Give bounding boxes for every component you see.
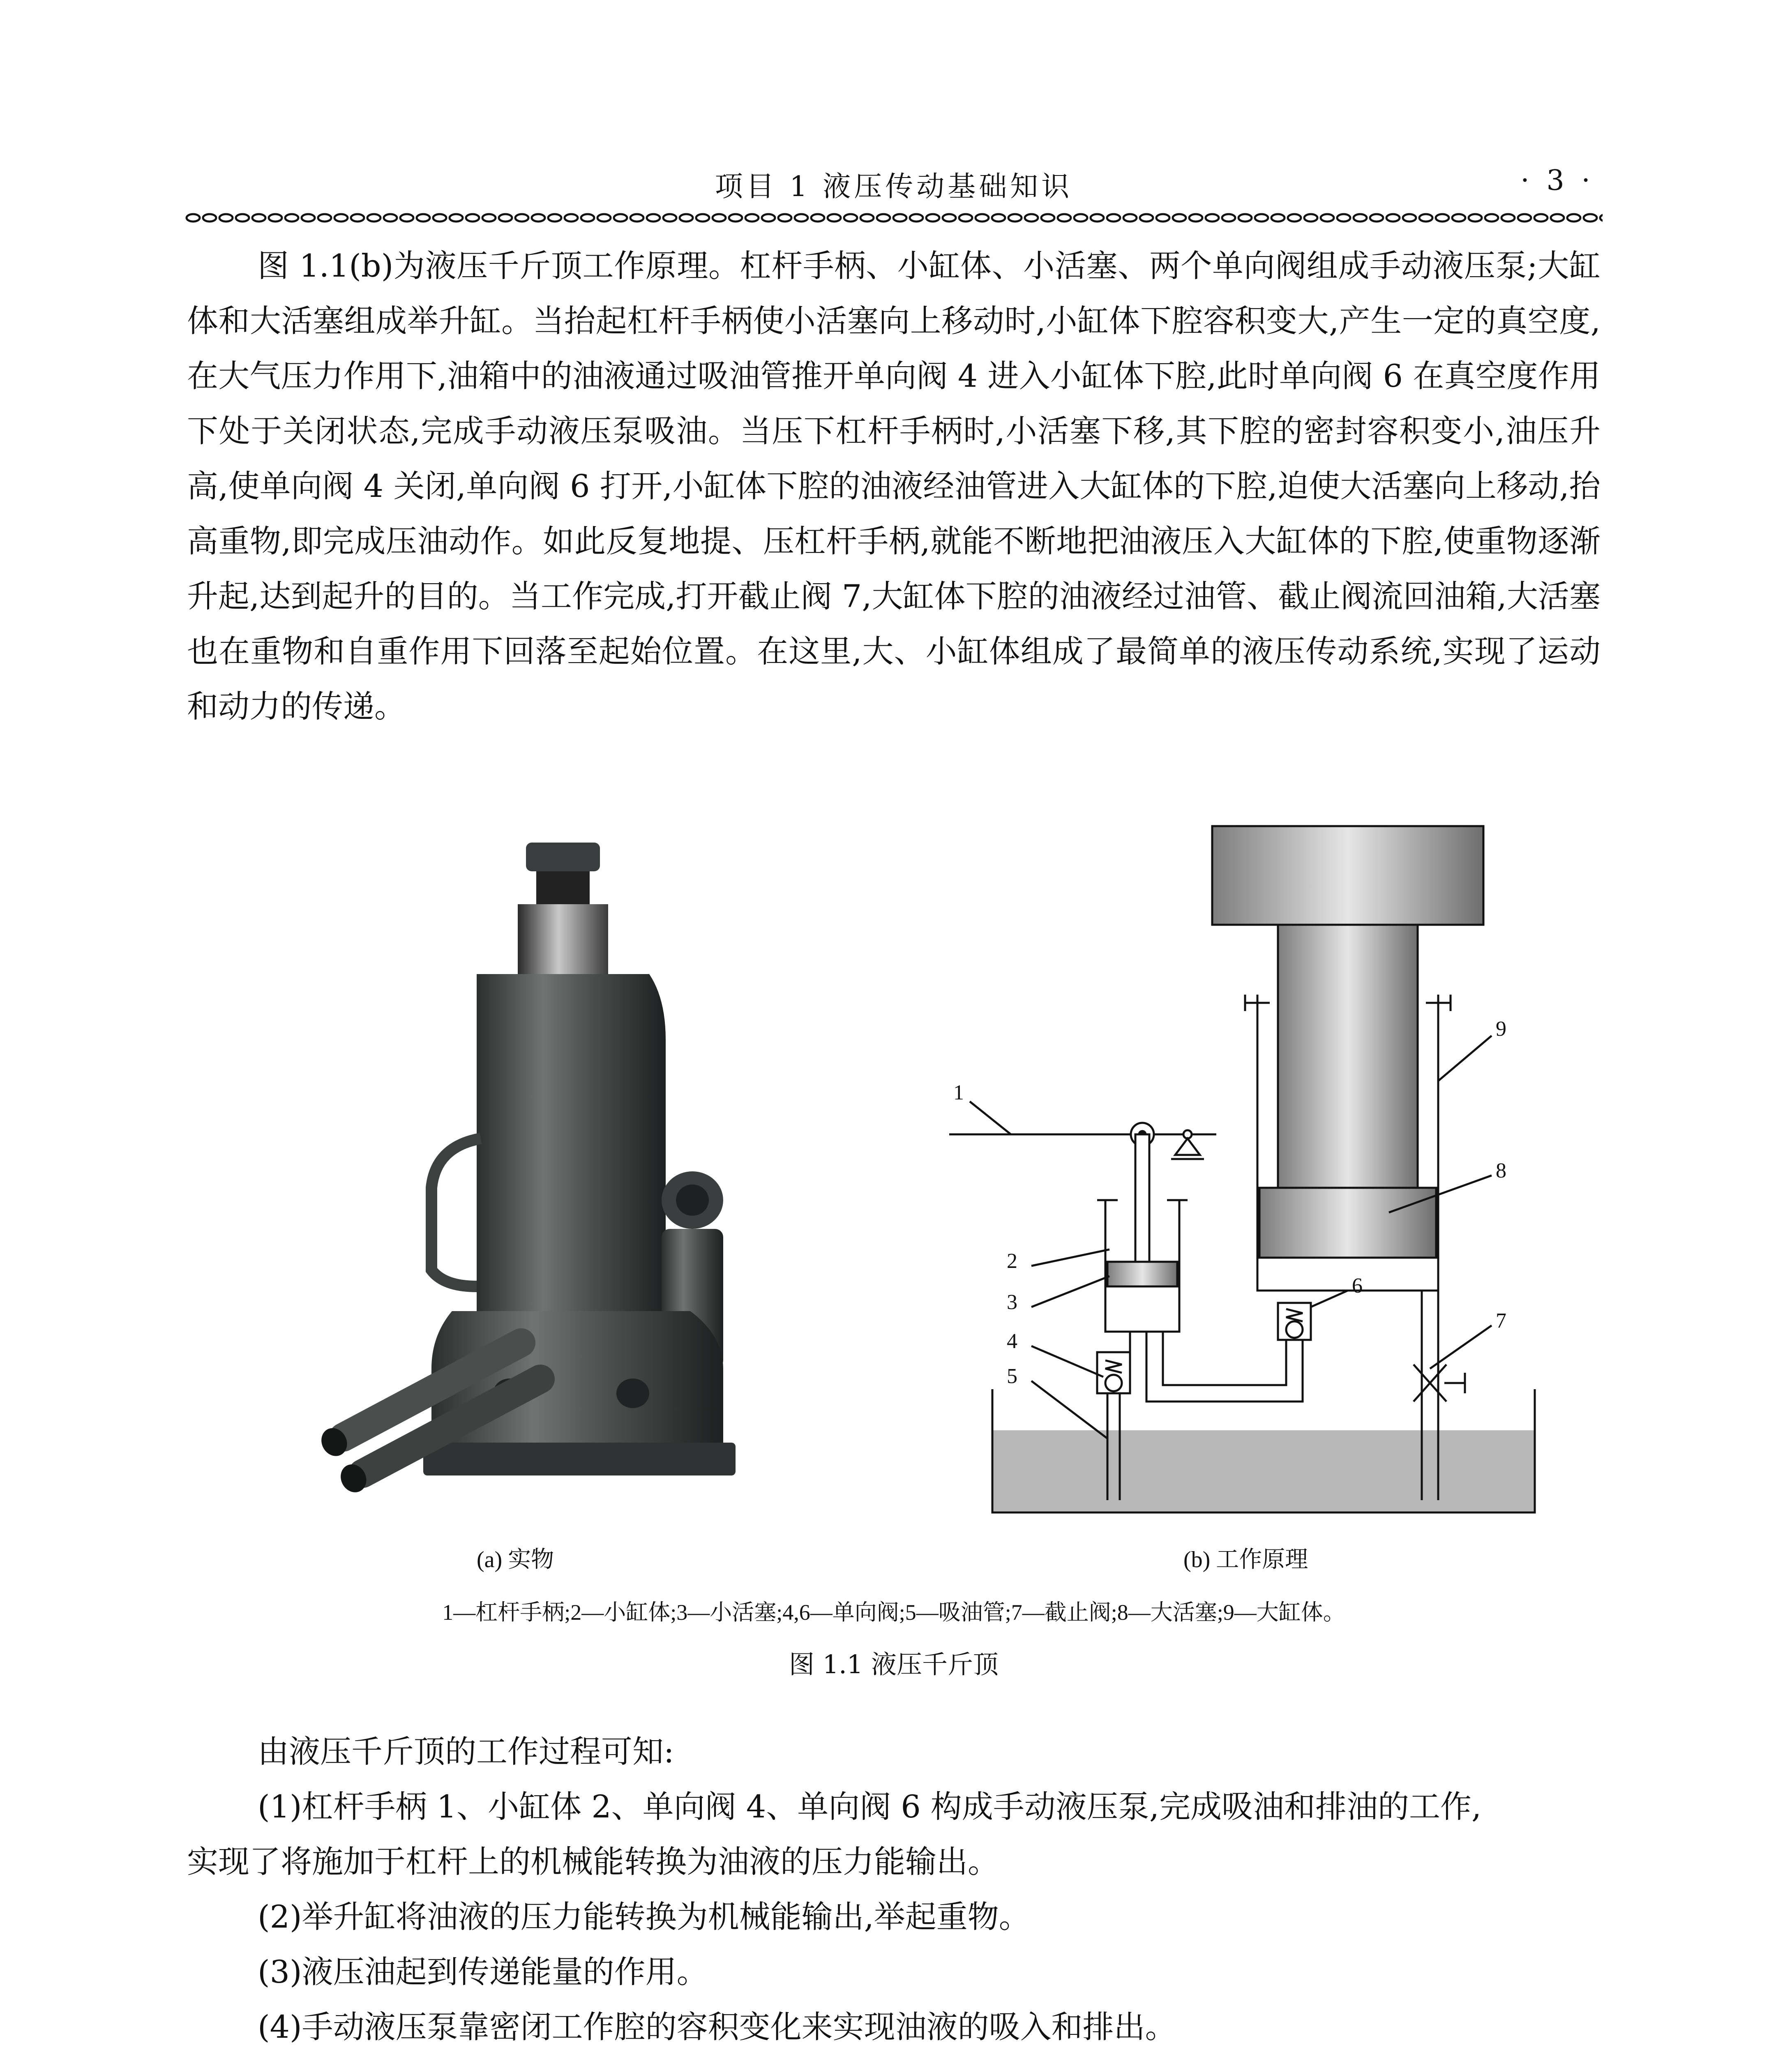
intro-paragraph: 图 1.1(b)为液压千斤顶工作原理。杠杆手柄、小缸体、小活塞、两个单向阀组成手动液压泵;大缸体和大活塞组成举升缸。当抬起杠杆手柄使小活塞向上移动时,小缸体下腔容积变大,产生一定的真空度,在大气压力作用下,油箱中的油液通过吸油管推开单向阀 4 进入小缸体下腔,此时单向阀 6 在真空度作用下处于关闭状态,完成手动液压泵吸油。当压下杠杆手柄时,小活塞下移,其下腔的密封容积变小,油压升高,使单向阀 4 关闭,单向阀 6 打开,小缸体下腔的油液经油管进入大缸体的下腔,迫使大活塞向上移动,抬高重物,即完成压油动作。如此反复地提、压杠杆手柄,就能不断地把油液压入大缸体的下腔,使重物逐渐升起,达到起升的目的。当工作完成,打开截止阀 7,大缸体下腔的油液经过油管、截止阀流回油箱,大活塞也在重物和自重作用下回落至起始位置。在这里,大、小缸体组成了最简单的液压传动系统,实现了运动和动力的传递。	[187, 247, 1601, 725]
oil-tank-fluid	[992, 1430, 1535, 1512]
process-item-3: (3)液压油起到传递能量的作用。	[258, 1953, 708, 1990]
subcaption-a: (a) 实物	[477, 1547, 554, 1572]
chapter-title: 项目 1 液压传动基础知识	[715, 171, 1073, 203]
running-header	[185, 156, 1603, 206]
label-7: 7	[1496, 1309, 1506, 1332]
label-6: 6	[1352, 1274, 1363, 1298]
process-item-1: (1)杠杆手柄 1、小缸体 2、单向阀 4、单向阀 6 构成手动液压泵,完成吸油和排油的工作,	[258, 1788, 1482, 1825]
process-intro: 由液压千斤顶的工作过程可知:	[258, 1733, 674, 1770]
bottle-jack-photo	[296, 826, 814, 1525]
large-piston	[1259, 1188, 1436, 1258]
jack-principle-diagram	[945, 818, 1561, 1525]
small-piston	[1107, 1262, 1177, 1286]
label-3: 3	[1007, 1291, 1017, 1314]
figure-legend: 1—杠杆手柄;2—小缸体;3—小活塞;4,6—单向阀;5—吸油管;7—截止阀;8—大活塞;9—大缸体。	[442, 1600, 1345, 1625]
label-1: 1	[953, 1081, 964, 1104]
figure-caption: 图 1.1 液压千斤顶	[789, 1649, 999, 1679]
stop-valve-7	[1414, 1365, 1446, 1402]
label-4: 4	[1007, 1330, 1017, 1353]
label-2: 2	[1007, 1249, 1017, 1273]
page-number: · 3 ·	[1520, 164, 1594, 197]
label-9: 9	[1496, 1017, 1506, 1041]
weight-block	[1212, 826, 1483, 925]
label-5: 5	[1007, 1365, 1017, 1388]
subcaption-b: (b) 工作原理	[1183, 1547, 1308, 1572]
large-piston-rod	[1278, 925, 1418, 1188]
process-item-4: (4)手动液压泵靠密闭工作腔的容积变化来实现油液的吸入和排出。	[258, 2009, 1176, 2045]
label-8: 8	[1496, 1159, 1506, 1182]
process-item-2: (2)举升缸将油液的压力能转换为机械能输出,举起重物。	[258, 1898, 1030, 1935]
process-item-1-cont: 实现了将施加于杠杆上的机械能转换为油液的压力能输出。	[187, 1843, 999, 1880]
decorative-header-rule	[185, 210, 1603, 226]
